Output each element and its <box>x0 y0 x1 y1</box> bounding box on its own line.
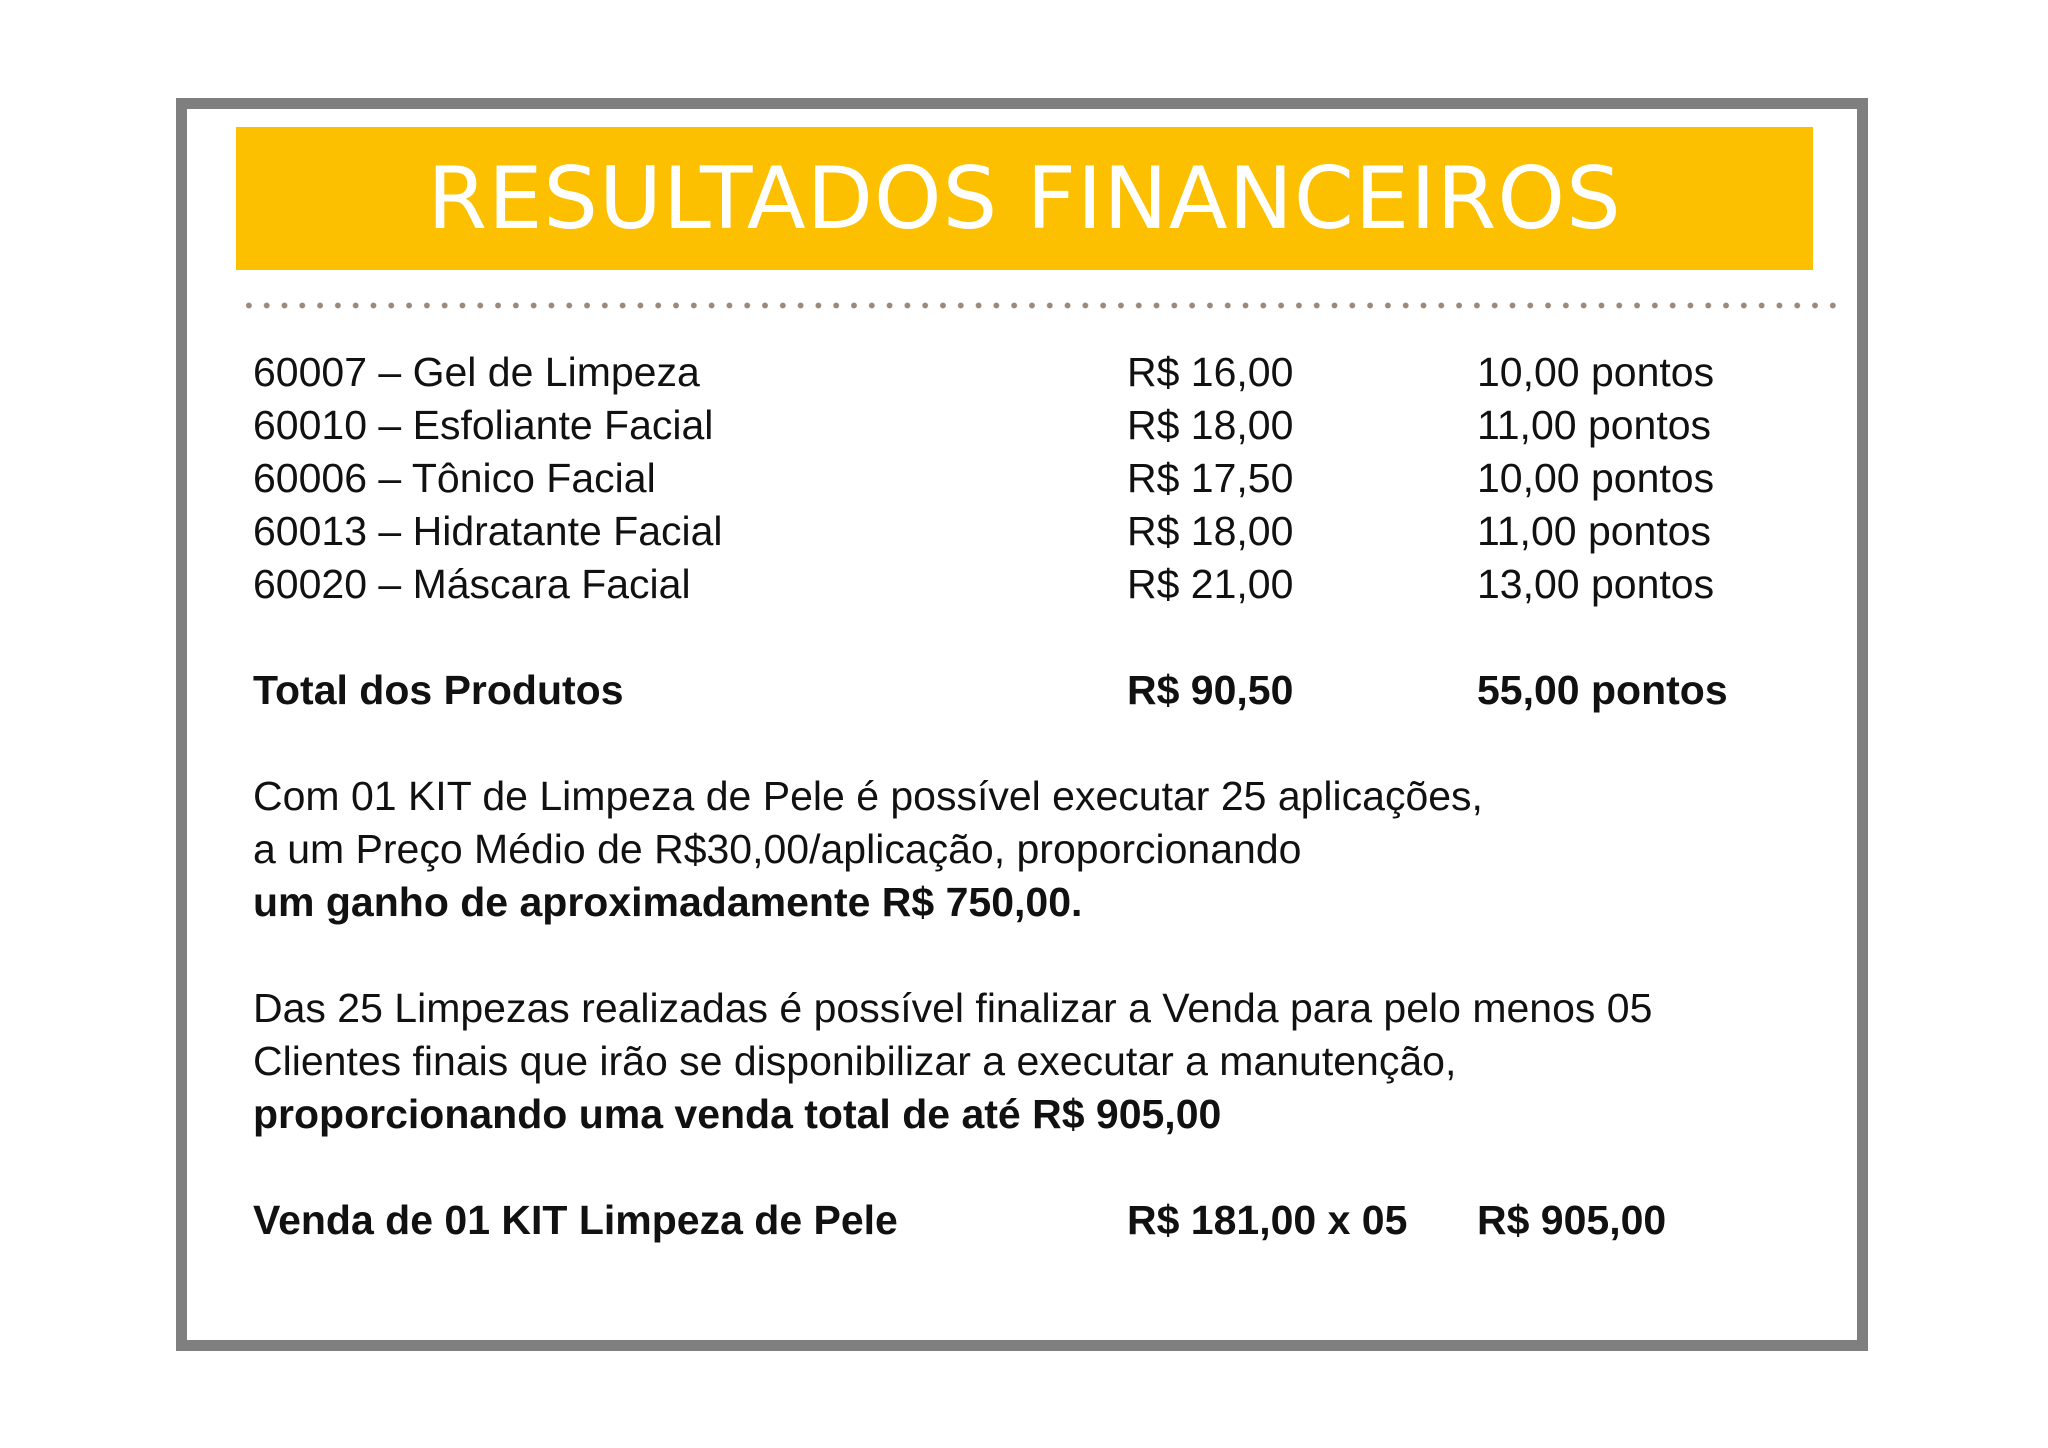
sale-row <box>253 1194 1833 1247</box>
paragraph-highlight: um ganho de aproximadamente R$ 750,00. <box>253 879 1083 925</box>
total-price: R$ 90,50 <box>1127 667 1294 713</box>
paragraph-line: a um Preço Médio de R$30,00/aplicação, proporcionando <box>253 826 1302 872</box>
product-points: 13,00 pontos <box>1477 561 1715 607</box>
dotted-divider <box>240 301 1844 310</box>
paragraph-line: Com 01 KIT de Limpeza de Pele é possível executar 25 aplicações, <box>253 773 1483 819</box>
sale-unit-price: R$ 181,00 x 05 <box>1127 1197 1408 1243</box>
product-row <box>253 399 1833 452</box>
product-name: 60007 – Gel de Limpeza <box>253 349 700 395</box>
product-points: 11,00 pontos <box>1477 508 1712 554</box>
product-price: R$ 17,50 <box>1127 455 1294 501</box>
title-banner <box>236 127 1813 270</box>
sale-label: Venda de 01 KIT Limpeza de Pele <box>253 1197 898 1243</box>
product-price: R$ 21,00 <box>1127 561 1294 607</box>
product-price: R$ 18,00 <box>1127 508 1294 554</box>
paragraph-line: Das 25 Limpezas realizadas é possível finalizar a Venda para pelo menos 05 <box>253 985 1653 1031</box>
kit-applications-paragraph <box>253 770 1833 929</box>
product-list <box>253 346 1833 611</box>
product-name: 60013 – Hidratante Facial <box>253 508 723 554</box>
paragraph-line: Clientes finais que irão se disponibilizar a executar a manutenção, <box>253 1038 1457 1084</box>
total-label: Total dos Produtos <box>253 667 624 713</box>
product-name: 60010 – Esfoliante Facial <box>253 402 714 448</box>
sale-total: R$ 905,00 <box>1477 1197 1667 1243</box>
product-points: 11,00 pontos <box>1477 402 1712 448</box>
product-name: 60006 – Tônico Facial <box>253 455 656 501</box>
paragraph-highlight: proporcionando uma venda total de até R$ 905,00 <box>253 1091 1222 1137</box>
product-row <box>253 558 1833 611</box>
product-points: 10,00 pontos <box>1477 455 1715 501</box>
total-points: 55,00 pontos <box>1477 667 1728 713</box>
page-title: RESULTADOS FINANCEIROS <box>427 148 1622 249</box>
product-row <box>253 346 1833 399</box>
product-name: 60020 – Máscara Facial <box>253 561 691 607</box>
sales-paragraph <box>253 982 1833 1141</box>
product-price: R$ 16,00 <box>1127 349 1294 395</box>
total-row <box>253 664 1833 717</box>
product-row <box>253 452 1833 505</box>
product-points: 10,00 pontos <box>1477 349 1715 395</box>
product-price: R$ 18,00 <box>1127 402 1294 448</box>
product-row <box>253 505 1833 558</box>
content <box>253 346 1833 1247</box>
